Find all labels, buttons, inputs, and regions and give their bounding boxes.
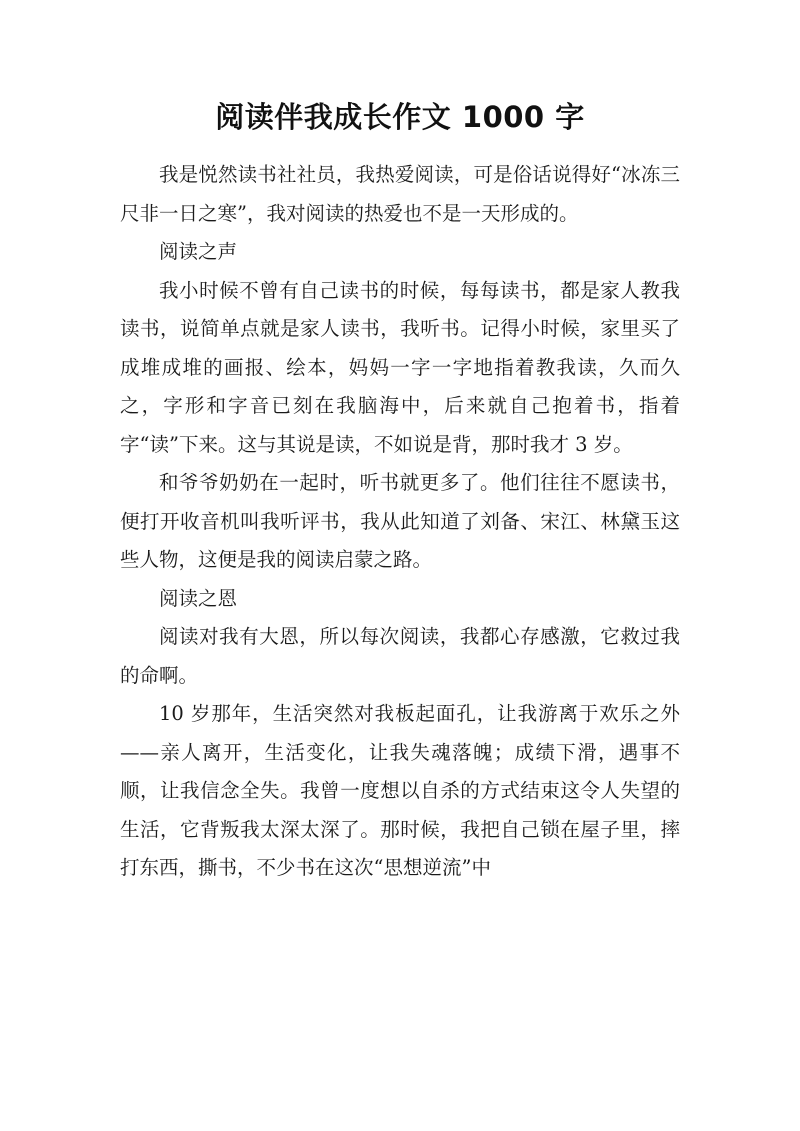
section-heading: 阅读之声	[159, 240, 238, 263]
paragraph: 我小时候不曾有自己读书的时候，每每读书，都是家人教我读书，说简单点就是家人读书，我听书。记得小时候，家里买了成堆成堆的画报、绘本，妈妈一字一字地指着教我读，久而久之，字形和字音已刻在我脑海中，后来就自己抱着书，指着字“读”下来。这与其说是读，不如说是背，那时我才 3 岁。	[120, 278, 680, 456]
document-body	[120, 156, 680, 888]
section-heading: 阅读之恩	[159, 586, 238, 610]
paragraph: 10 岁那年，生活突然对我板起面孔，让我游离于欢乐之外——亲人离开，生活变化，让我失魂落魄；成绩下滑，遇事不顺，让我信念全失。我曾一度想以自杀的方式结束这令人失望的生活，它背叛我太深太深了。那时候，我把自己锁在屋子里，摔打东西，撕书，不少书在这次“思想逆流”中	[120, 702, 680, 879]
paragraph: 和爷爷奶奶在一起时，听书就更多了。他们往往不愿读书，便打开收音机叫我听评书，我从此知道了刘备、宋江、林黛玉这些人物，这便是我的阅读启蒙之路。	[120, 471, 680, 571]
document-title: 阅读伴我成长作文 1000 字	[215, 100, 585, 134]
paragraph: 我是悦然读书社社员，我热爱阅读，可是俗话说得好“冰冻三尺非一日之寒”，我对阅读的热爱也不是一天形成的。	[120, 163, 680, 225]
paragraph: 阅读对我有大恩，所以每次阅读，我都心存感激，它救过我的命啊。	[120, 625, 680, 687]
